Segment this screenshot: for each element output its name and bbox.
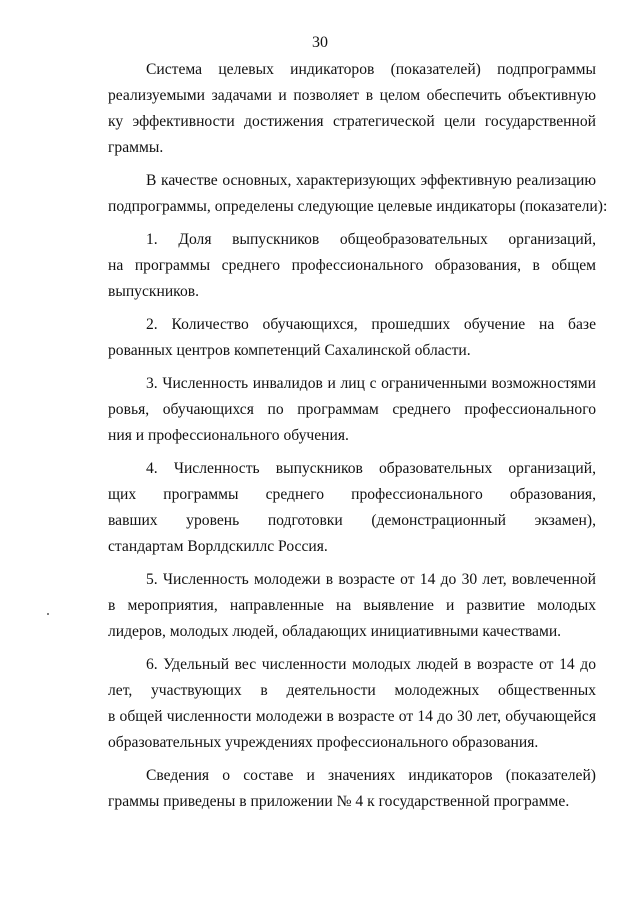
page-number: 30 — [312, 34, 328, 51]
text-line: реализуемыми задачами и позволяет в целом обеспечить объективную — [108, 87, 596, 104]
text-line: в мероприятия, направленные на выявление и развитие молодых — [108, 597, 596, 614]
document-body — [108, 57, 608, 822]
text-line: на программы среднего профессионального образования, в общем — [108, 257, 596, 274]
text-line: рованных центров компетенций Сахалинской области. — [108, 342, 471, 359]
text-line: 1. Доля выпускников общеобразовательных организаций, — [146, 231, 596, 248]
paragraph — [108, 652, 596, 756]
text-line: 6. Удельный вес численности молодых людей в возрасте от 14 до — [146, 656, 596, 673]
paragraph — [108, 567, 596, 645]
text-line: подпрограммы, определены следующие целевые индикаторы (показатели): — [108, 198, 608, 215]
paragraph — [108, 57, 596, 161]
text-line: щих программы среднего профессионального образования, — [108, 486, 596, 503]
paragraph — [108, 312, 596, 364]
paragraph — [108, 456, 596, 560]
text-line: граммы. — [108, 139, 164, 156]
text-line: В качестве основных, характеризующих эффективную реализацию — [146, 172, 596, 189]
text-line: ния и профессионального обучения. — [108, 427, 349, 444]
text-line: граммы приведены в приложении № 4 к государственной программе. — [108, 793, 570, 810]
text-line: 4. Численность выпускников образовательных организаций, — [146, 460, 596, 477]
text-line: лет, участвующих в деятельности молодежных общественных — [108, 682, 596, 699]
text-line: Сведения о составе и значениях индикаторов (показателей) — [146, 767, 596, 784]
text-line: образовательных учреждениях профессионального образования. — [108, 734, 539, 751]
text-line: ровья, обучающихся по программам среднего профессионального — [108, 401, 596, 418]
text-line: в общей численности молодежи в возрасте от 14 до 30 лет, обучающейся — [108, 708, 596, 725]
text-line: 2. Количество обучающихся, прошедших обучение на базе — [146, 316, 596, 333]
text-line: вавших уровень подготовки (демонстрационный экзамен), — [108, 512, 596, 529]
text-line: стандартам Ворлдскиллс Россия. — [108, 538, 328, 555]
text-line: 3. Численность инвалидов и лиц с ограниченными возможностями — [146, 375, 596, 392]
text-line: выпускников. — [108, 283, 200, 300]
paragraph — [108, 763, 596, 815]
text-line: 5. Численность молодежи в возрасте от 14 до 30 лет, вовлеченной — [146, 571, 596, 588]
paragraph — [108, 371, 596, 449]
text-line: ку эффективности достижения стратегической цели государственной — [108, 113, 596, 130]
paragraph — [108, 168, 608, 220]
scan-speck — [47, 613, 49, 615]
text-line: Система целевых индикаторов (показателей) подпрограммы — [146, 61, 596, 78]
text-line: лидеров, молодых людей, обладающих инициативными качествами. — [108, 623, 562, 640]
paragraph — [108, 227, 596, 305]
